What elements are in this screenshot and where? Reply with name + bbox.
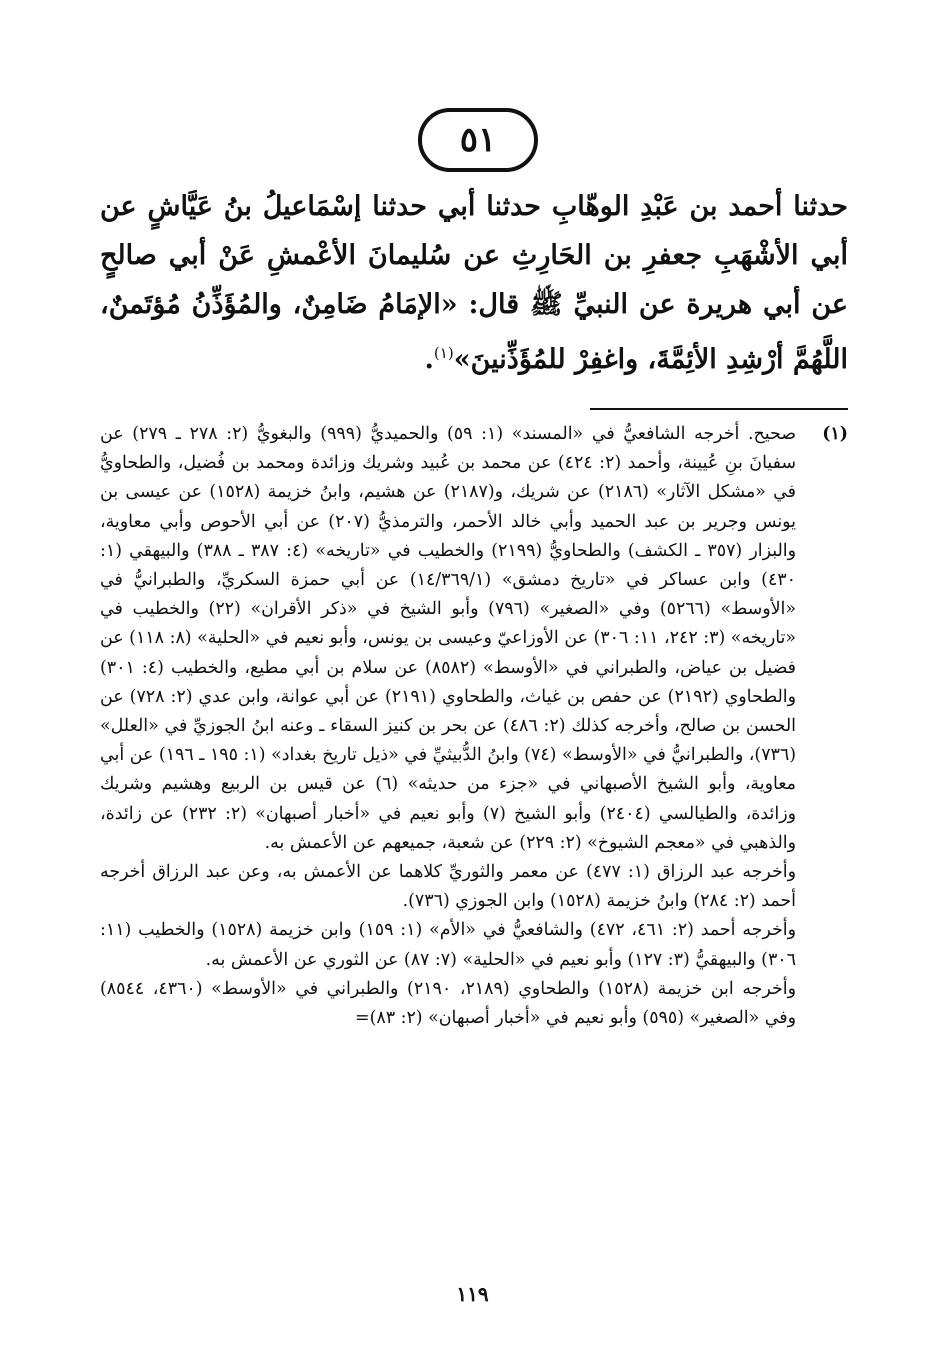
hadith-number-badge <box>418 108 538 172</box>
footnote-paragraph: وأخرجه أحمد (٢: ٤٦١، ٤٧٢) والشافعيُّ في «الأم» (١: ١٥٩) وابن خزيمة (١٥٢٨) والخطيب (١١: ٣٠٦) والبيهقيُّ (٣: ١٢٧) وأبو نعيم في «الحلية» (٧: ٨٧) عن الثوري عن الأعمش به. <box>100 920 796 970</box>
hadith-text <box>100 182 848 384</box>
footnote-reference: (١) <box>433 344 454 362</box>
footnote-paragraph: صحيح. أخرجه الشافعيُّ في «المسند» (١: ٥٩) والحميديُّ (٩٩٩) والبغويُّ (٢: ٢٧٨ ـ ٢٧٩) عن سفيانَ بنِ عُيينة، وأحمد (٢: ٤٢٤) عن محمد بن عُبيد وشريك وزائدة ومحمد بن فُضيل، والطحاويُّ في «مشكل الآثار» (٢١٨٦) عن شريك، و(٢١٨٧) عن هشيم، وابنُ خزيمة (١٥٢٨) عن عيسى بن يونس وجرير بن عبد الحميد وأبي خالد الأحمر، والترمذيُّ (٢٠٧) عن أبي الأحوص وأبي معاوية، والبزار (٣٥٧ ـ الكشف) والطحاويُّ (٢١٩٩) والخطيب في «تاريخه» (٤: ٣٨٧ ـ ٣٨٨) والبيهقي (١: ٤٣٠) وابن عساكر في «تاريخ دمشق» (١٤/٣٦٩/١) عن أبي حمزة السكريِّ، والطبرانيُّ في «الأوسط» (٥٢٦٦) وفي «الصغير» (٧٩٦) وأبو الشيخ في «ذكر الأقران» (٢٢) والخطيب في «تاريخه» (٣: ٢٤٢، ١١: ٣٠٦) عن الأوزاعيّ وعيسى بن يونس، وأبو نعيم في «الحلية» (٨: ١١٨) عن فضيل بن عياض، والطبراني في «الأوسط» (٨٥٨٢) عن سلام بن أبي مطيع، والخطيب (٤: ٣٠١) والطحاوي (٢١٩٢) عن حفص بن غياث، والطحاوي (٢١٩١) عن أبي عوانة، وابن عدي (٢: ٧٢٨) عن الحسن بن صالح، وأخرجه كذلك (٢: ٤٨٦) عن بحر بن كنيز السقاء ـ وعنه ابنُ الجوزيِّ في «العلل» (٧٣٦)، والطبرانيُّ في «الأوسط» (٧٤) وابنُ الدُّبيثيِّ في «ذيل تاريخ بغداد» (١: ١٩٥ ـ ١٩٦) عن أبي معاوية، وأبو الشيخ الأصبهاني في «جزء من حديثه» (٦) عن قيس بن الربيع وهشيم وشريك وزائدة، والطيالسي (٢٤٠٤) وأبو الشيخ (٧) وأبو نعيم في «أخبار أصبهان» (٢: ٢٣٢) عن زائدة، والذهبي في «معجم الشيوخ» (٢: ٢٢٩) عن شعبة، جميعهم عن الأعمش به. <box>100 424 797 853</box>
footnote-block <box>100 420 848 1033</box>
footnote-separator <box>590 408 848 410</box>
page-number: ١١٩ <box>456 1282 489 1306</box>
footnote-body <box>100 420 796 1033</box>
footnote-marker: (١) <box>822 424 848 444</box>
hadith-number: ٥١ <box>459 120 497 160</box>
footnote-paragraph: وأخرجه عبد الرزاق (١: ٤٧٧) عن معمر والثوريِّ كلاهما عن الأعمش به، وعن عبد الرزاق أخرجه أحمد (٢: ٢٨٤) وابنُ خزيمة (١٥٢٨) وابن الجوزي (٧٣٦). <box>100 862 796 912</box>
footnote-paragraph: وأخرجه ابن خزيمة (١٥٢٨) والطحاوي (٢١٨٩، ٢١٩٠) والطبراني في «الأوسط» (٤٣٦٠، ٨٥٤٤) وفي «الصغير» (٥٩٥) وأبو نعيم في «أخبار أصبهان» (٢: ٨٣)= <box>100 978 796 1029</box>
hadith-end-mark: . <box>424 344 434 375</box>
hadith-body: حدثنا أحمد بن عَبْدِ الوهّابِ حدثنا أبي حدثنا إسْمَاعيلُ بنُ عَيَّاشٍ عن أبي الأشْهَبِ جعفرِ بن الحَارِثِ عن سُليمانَ الأعْمشِ عَنْ أبي صالحٍ عن أبي هريرة عن النبيِّ ﷺ قال: «الإمَامُ ضَامِنٌ، والمُؤَذِّنُ مُؤتَمنٌ، اللَّهُمَّ أرْشِدِ الأئِمَّةَ، واغفِرْ للمُؤَذِّنينَ» <box>100 191 849 375</box>
